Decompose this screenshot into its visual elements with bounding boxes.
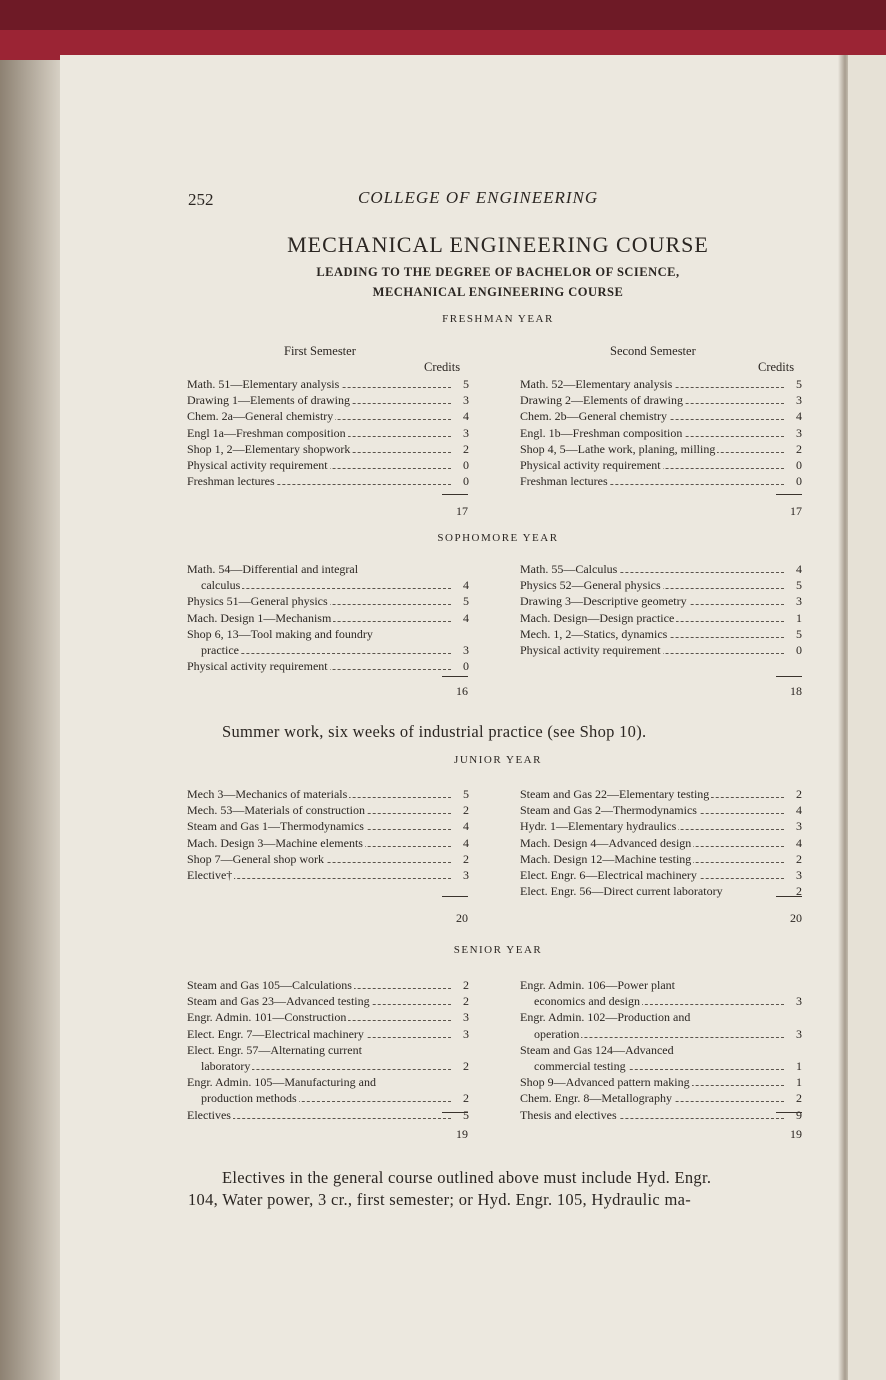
total-rule: [442, 676, 468, 677]
course-name: Physical activity requirement: [187, 659, 328, 674]
total-rule: [442, 494, 468, 495]
course-credits: 2: [453, 993, 469, 1009]
course-row: [187, 977, 469, 993]
course-credits: 4: [786, 408, 802, 424]
course-row: [201, 642, 469, 658]
course-row: [201, 577, 469, 593]
course-name: Chem. 2b—General chemistry: [520, 409, 667, 424]
course-row: [201, 1090, 469, 1106]
course-credits: 1: [786, 1058, 802, 1074]
course-credits: 0: [786, 473, 802, 489]
course-credits: 2: [453, 977, 469, 993]
course-credits: 5: [786, 577, 802, 593]
senior-second-total: 19: [790, 1127, 802, 1141]
course-row: [520, 1107, 802, 1123]
course-row: [520, 642, 802, 658]
course-credits: 3: [453, 425, 469, 441]
course-name: Elect. Engr. 56—Direct current laboratory: [520, 884, 723, 899]
course-row: [187, 1107, 469, 1123]
course-credits: 3: [786, 392, 802, 408]
course-row: [520, 977, 802, 993]
course-credits: 3: [453, 642, 469, 658]
sophomore-year-heading: SOPHOMORE YEAR: [437, 532, 559, 544]
course-name: Physics 51—General physics: [187, 594, 328, 609]
course-row: [187, 993, 469, 1009]
sophomore-first-total: 16: [456, 684, 468, 698]
course-credits: 3: [453, 1009, 469, 1025]
course-row: [187, 1074, 469, 1090]
course-row: [187, 610, 469, 626]
sophomore-second-total: 18: [790, 684, 802, 698]
course-credits: 2: [786, 883, 802, 899]
total-rule: [442, 896, 468, 897]
course-row: [520, 610, 802, 626]
course-credits: 5: [786, 626, 802, 642]
course-name: Drawing 3—Descriptive geometry: [520, 594, 687, 609]
course-credits: 2: [453, 851, 469, 867]
credits-heading-left: Credits: [424, 360, 461, 374]
course-row: [187, 425, 469, 441]
course-name: Electives: [187, 1107, 231, 1122]
course-name: Elect. Engr. 57—Alternating current: [187, 1042, 362, 1057]
course-name: Mach. Design 12—Machine testing: [520, 851, 692, 866]
course-credits: 5: [453, 376, 469, 392]
course-credits: 4: [453, 577, 469, 593]
facing-page: [848, 55, 886, 1380]
credits-heading-right: Credits: [758, 360, 795, 374]
course-credits: 4: [453, 818, 469, 834]
course-name: Freshman lectures: [187, 474, 275, 489]
course-name: economics and design: [534, 994, 640, 1009]
course-row: [520, 441, 802, 457]
course-credits: 2: [786, 786, 802, 802]
freshman-first-total: 17: [456, 504, 468, 518]
course-credits: 0: [453, 658, 469, 674]
course-credits: 2: [786, 1090, 802, 1106]
course-name: Elective†: [187, 868, 233, 882]
course-credits: 0: [453, 457, 469, 473]
course-name: Mech. 1, 2—Statics, dynamics: [520, 626, 668, 641]
course-row: [520, 1074, 802, 1090]
course-row: [534, 1058, 802, 1074]
course-name: Physical activity requirement: [520, 643, 661, 657]
course-row: [520, 457, 802, 473]
course-credits: 1: [786, 610, 802, 626]
total-rule: [776, 676, 802, 677]
page-edge-left: [0, 60, 62, 1380]
course-row: [520, 818, 802, 834]
course-name: Drawing 1—Elements of drawing: [187, 393, 350, 408]
course-name: Drawing 2—Elements of drawing: [520, 393, 683, 408]
course-row: [201, 1058, 469, 1074]
course-credits: 3: [453, 867, 469, 883]
course-row: [520, 883, 802, 899]
course-row: [520, 1009, 802, 1025]
course-name: operation: [534, 1026, 580, 1041]
course-row: [187, 851, 469, 867]
course-credits: 9: [786, 1107, 802, 1123]
course-name: Physical activity requirement: [520, 458, 661, 472]
course-row: [187, 392, 469, 408]
page-number: 252: [188, 190, 214, 209]
course-credits: 1: [786, 1074, 802, 1090]
course-row: [187, 818, 469, 834]
course-row: [534, 993, 802, 1009]
course-credits: 2: [453, 441, 469, 457]
course-name: Mech 3—Mechanics of materials: [187, 787, 348, 801]
course-name: Shop 1, 2—Elementary shopwork: [187, 441, 351, 456]
course-name: Math. 51—Elementary analysis: [187, 377, 340, 391]
book-binding-top: [0, 0, 886, 30]
course-row: [534, 1026, 802, 1042]
course-row: [187, 1042, 469, 1058]
course-row: [520, 473, 802, 489]
subtitle-line-2: MECHANICAL ENGINEERING COURSE: [372, 285, 624, 299]
course-row: [520, 425, 802, 441]
total-rule: [776, 896, 802, 897]
course-name: Steam and Gas 22—Elementary testing: [520, 787, 710, 801]
course-credits: 3: [786, 993, 802, 1009]
course-credits: 5: [786, 376, 802, 392]
course-row: [187, 867, 469, 883]
course-name: Engr. Admin. 102—Production and: [520, 1010, 691, 1025]
course-name: calculus: [201, 578, 241, 593]
course-name: Engr. Admin. 105—Manufacturing and: [187, 1075, 376, 1090]
course-name: Steam and Gas 2—Thermodynamics: [520, 803, 697, 818]
summer-work-note: Summer work, six weeks of industrial practice (see Shop 10).: [222, 722, 647, 741]
course-row: [520, 851, 802, 867]
course-row: [520, 561, 802, 577]
senior-first-total: 19: [456, 1127, 468, 1141]
course-row: [520, 867, 802, 883]
course-credits: 2: [786, 851, 802, 867]
closing-paragraph-line-2: 104, Water power, 3 cr., first semester; or Hyd. Engr. 105, Hydraulic ma-: [188, 1190, 692, 1209]
course-row: [187, 626, 469, 642]
course-row: [187, 593, 469, 609]
second-semester-heading: Second Semester: [610, 344, 696, 358]
course-credits: 5: [453, 593, 469, 609]
total-rule: [776, 494, 802, 495]
running-head: COLLEGE OF ENGINEERING: [358, 188, 599, 207]
course-credits: 2: [453, 1058, 469, 1074]
course-credits: 3: [786, 1026, 802, 1042]
course-name: Hydr. 1—Elementary hydraulics: [520, 819, 677, 834]
course-row: [520, 577, 802, 593]
course-row: [187, 802, 469, 818]
course-row: [187, 561, 469, 577]
subtitle-line-1: LEADING TO THE DEGREE OF BACHELOR OF SCIENCE,: [316, 265, 680, 279]
course-credits: 4: [453, 408, 469, 424]
course-credits: 5: [453, 786, 469, 802]
course-name: Physical activity requirement: [187, 458, 328, 472]
course-name: Steam and Gas 124—Advanced: [520, 1042, 674, 1057]
junior-second-total: 20: [790, 911, 802, 925]
closing-paragraph-line-1: Electives in the general course outlined above must include Hyd. Engr.: [222, 1168, 712, 1187]
junior-year-heading: JUNIOR YEAR: [454, 754, 542, 766]
course-name: Engl 1a—Freshman composition: [187, 425, 346, 440]
course-name: Engr. Admin. 101—Construction: [187, 1010, 347, 1025]
course-name: Steam and Gas 23—Advanced testing: [187, 994, 370, 1009]
course-name: laboratory: [201, 1059, 251, 1073]
course-row: [187, 835, 469, 851]
course-name: Mach. Design 3—Machine elements: [187, 835, 363, 850]
course-row: [520, 408, 802, 424]
course-name: Thesis and electives: [520, 1107, 617, 1122]
course-credits: 3: [786, 867, 802, 883]
course-name: practice: [201, 643, 239, 657]
course-row: [187, 1009, 469, 1025]
course-credits: 4: [786, 561, 802, 577]
course-name: Steam and Gas 105—Calculations: [187, 978, 352, 992]
senior-year-heading: SENIOR YEAR: [453, 944, 543, 956]
course-credits: 5: [453, 1107, 469, 1123]
course-credits: 3: [786, 425, 802, 441]
course-row: [520, 786, 802, 802]
course-name: Freshman lectures: [520, 474, 608, 489]
course-name: Shop 7—General shop work: [187, 851, 324, 866]
course-name: Mach. Design 4—Advanced design: [520, 835, 692, 850]
course-row: [187, 376, 469, 392]
course-row: [520, 626, 802, 642]
course-name: Mach. Design—Design practice: [520, 610, 675, 625]
course-name: Shop 9—Advanced pattern making: [520, 1075, 690, 1090]
course-credits: 2: [453, 802, 469, 818]
course-row: [520, 835, 802, 851]
course-credits: 3: [786, 593, 802, 609]
course-row: [520, 802, 802, 818]
course-credits: 0: [786, 642, 802, 658]
total-rule: [776, 1112, 802, 1113]
course-credits: 4: [453, 610, 469, 626]
course-credits: 4: [786, 835, 802, 851]
course-name: Math. 52—Elementary analysis: [520, 377, 673, 391]
course-name: Elect. Engr. 7—Electrical machinery: [187, 1026, 364, 1041]
course-credits: 3: [453, 1026, 469, 1042]
course-row: [520, 1042, 802, 1058]
course-credits: 3: [786, 818, 802, 834]
course-name: Chem. Engr. 8—Metallography: [520, 1091, 672, 1106]
course-name: Mech. 53—Materials of construction: [187, 803, 365, 818]
course-name: Mach. Design 1—Mechanism: [187, 610, 332, 625]
course-credits: 0: [453, 473, 469, 489]
course-name: Math. 54—Differential and integral: [187, 562, 359, 576]
course-row: [520, 376, 802, 392]
course-name: Shop 6, 13—Tool making and foundry: [187, 626, 373, 641]
course-name: Steam and Gas 1—Thermodynamics: [187, 819, 364, 834]
freshman-year-heading: FRESHMAN YEAR: [442, 313, 554, 325]
course-row: [187, 1026, 469, 1042]
course-row: [187, 457, 469, 473]
course-credits: 2: [453, 1090, 469, 1106]
course-name: Elect. Engr. 6—Electrical machinery: [520, 868, 697, 882]
course-name: Physics 52—General physics: [520, 578, 661, 593]
course-row: [187, 658, 469, 674]
course-credits: 3: [453, 392, 469, 408]
course-row: [187, 441, 469, 457]
course-name: Math. 55—Calculus: [520, 562, 618, 576]
course-name: commercial testing: [534, 1059, 626, 1073]
course-credits: 0: [786, 457, 802, 473]
course-credits: 4: [453, 835, 469, 851]
first-semester-heading: First Semester: [284, 344, 356, 358]
course-name: Engl. 1b—Freshman composition: [520, 425, 683, 440]
course-credits: 4: [786, 802, 802, 818]
course-row: [187, 473, 469, 489]
page-title: MECHANICAL ENGINEERING COURSE: [287, 232, 709, 257]
freshman-second-total: 17: [790, 504, 802, 518]
course-row: [187, 408, 469, 424]
course-credits: 2: [786, 441, 802, 457]
course-name: production methods: [201, 1091, 297, 1106]
course-name: Chem. 2a—General chemistry: [187, 409, 334, 424]
course-row: [520, 392, 802, 408]
total-rule: [442, 1112, 468, 1113]
course-name: Shop 4, 5—Lathe work, planing, milling: [520, 441, 716, 456]
course-row: [187, 786, 469, 802]
course-name: Engr. Admin. 106—Power plant: [520, 978, 675, 992]
course-row: [520, 593, 802, 609]
course-row: [520, 1090, 802, 1106]
junior-first-total: 20: [456, 911, 468, 925]
